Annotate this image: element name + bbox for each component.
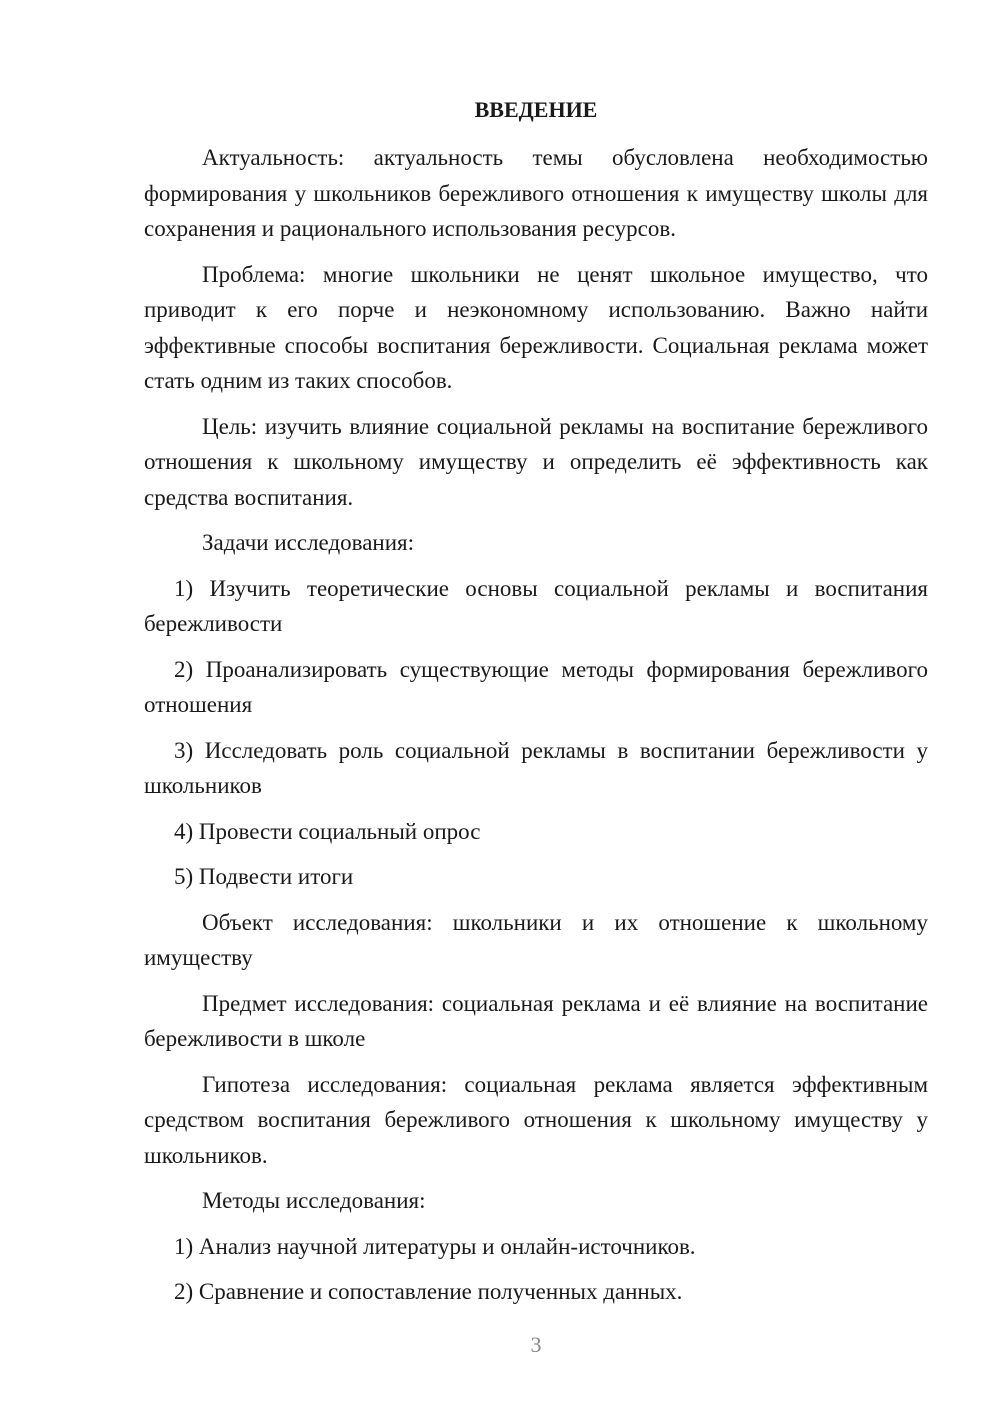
- subject-paragraph: Предмет исследования: социальная реклама и её влияние на воспитание бережливости в школе: [144, 990, 928, 1051]
- task-item: 2) Проанализировать существующие методы формирования бережливого отношения: [144, 656, 928, 717]
- methods-heading: Методы исследования:: [202, 1188, 426, 1213]
- section-title: ВВЕДЕНИЕ: [474, 97, 598, 122]
- document-page: [144, 94, 928, 1320]
- task-item: 1) Изучить теоретические основы социальной рекламы и воспитания бережливости: [144, 575, 928, 636]
- relevance-paragraph: Актуальность: актуальность темы обусловлена необходимостью формирования у школьников бережливого отношения к имуществу школы для сохранения и рационального использования ресурсов.: [144, 145, 928, 241]
- tasks-heading: Задачи исследования:: [202, 530, 415, 555]
- task-item: 3) Исследовать роль социальной рекламы в воспитании бережливости у школьников: [144, 737, 928, 798]
- goal-paragraph: Цель: изучить влияние социальной рекламы на воспитание бережливого отношения к школьному имуществу и определить её эффективность как средства воспитания.: [144, 413, 928, 510]
- method-item: 2) Сравнение и сопоставление полученных данных.: [174, 1279, 683, 1304]
- task-item: 5) Подвести итоги: [174, 864, 354, 889]
- object-paragraph: Объект исследования: школьники и их отношение к школьному имуществу: [144, 909, 928, 970]
- task-item: 4) Провести социальный опрос: [174, 818, 481, 844]
- hypothesis-paragraph: Гипотеза исследования: социальная реклама является эффективным средством воспитания бережливого отношения к школьному имуществу у школьников.: [144, 1071, 928, 1168]
- page-number: 3: [530, 1332, 542, 1357]
- problem-paragraph: Проблема: многие школьники не ценят школьное имущество, что приводит к его порче и неэкономному использованию. Важно найти эффективные способы воспитания бережливости. Социальная реклама может стать одним из таких способов.: [144, 261, 928, 393]
- method-item: 1) Анализ научной литературы и онлайн-источников.: [174, 1233, 696, 1259]
